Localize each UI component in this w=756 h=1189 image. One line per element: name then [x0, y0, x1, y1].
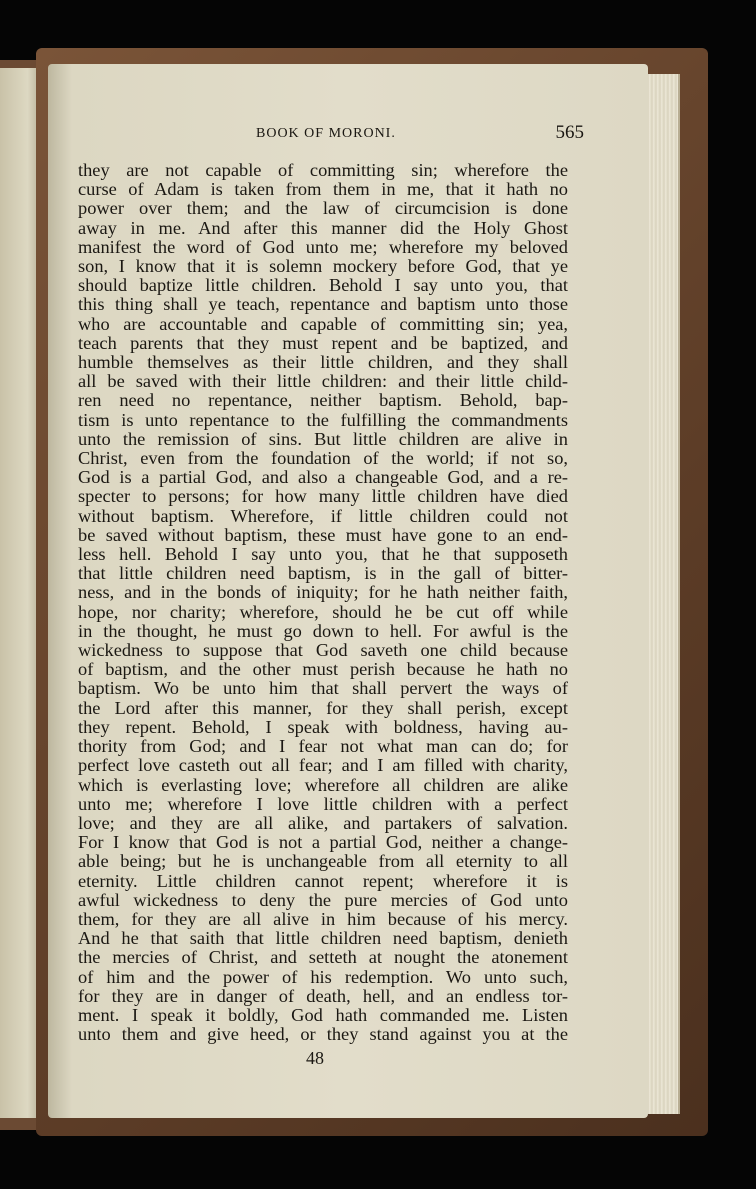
text-line: be saved without baptism, these must have gone to an end-: [78, 524, 568, 545]
text-line: of him and the power of his redemption. Wo unto such,: [78, 966, 568, 987]
text-line: should baptize little children. Behold I say unto you, that: [78, 275, 568, 296]
text-line: all be saved with their little children: and their little child-: [78, 371, 568, 392]
text-line: ment. I speak it boldly, God hath commanded me. Listen: [78, 1004, 568, 1025]
text-line: away in me. And after this manner did the Holy Ghost: [78, 217, 568, 238]
text-line: And he that saith that little children need baptism, denieth: [78, 928, 568, 949]
text-line: tism is unto repentance to the fulfilling the commandments: [78, 409, 568, 430]
text-line: in the thought, he must go down to hell. For awful is the: [78, 620, 568, 641]
text-line: the mercies of Christ, and setteth at nought the atonement: [78, 947, 568, 968]
text-line: thority from God; and I fear not what man can do; for: [78, 736, 568, 757]
signature-mark: 48: [306, 1048, 324, 1068]
page-header: [78, 122, 584, 146]
text-line: ness, and in the bonds of iniquity; for he hath neither faith,: [78, 582, 568, 603]
running-head: BOOK OF MORONI.: [256, 126, 396, 141]
page-number: 565: [555, 122, 584, 143]
text-line: who are accountable and capable of committing sin; yea,: [78, 313, 568, 334]
text-line: baptism. Wo be unto him that shall pervert the ways of: [78, 678, 568, 699]
text-line: manifest the word of God unto me; wherefore my beloved: [78, 236, 568, 257]
text-line: specter to persons; for how many little children have died: [78, 486, 568, 507]
text-line: for they are in danger of death, hell, and an endless tor-: [78, 985, 568, 1006]
body-text: [78, 161, 568, 1044]
text-line: able being; but he is unchangeable from all eternity to all: [78, 851, 568, 872]
text-line: humble themselves as their little children, and they shall: [78, 352, 568, 373]
text-line: perfect love casteth out all fear; and I am filled with charity,: [78, 755, 568, 776]
text-line: curse of Adam is taken from them in me, that it hath no: [78, 179, 568, 200]
text-line: they repent. Behold, I speak with boldness, having au-: [78, 716, 568, 737]
text-line: less hell. Behold I say unto you, that he that supposeth: [78, 544, 568, 565]
text-line: them, for they are all alive in him because of his mercy.: [78, 908, 568, 929]
text-line: God is a partial God, and also a changeable God, and a re-: [78, 467, 568, 488]
text-line: unto me; wherefore I love little children with a perfect: [78, 793, 568, 814]
text-line: teach parents that they must repent and be baptized, and: [78, 332, 568, 353]
text-line: hope, nor charity; wherefore, should he be cut off while: [78, 601, 568, 622]
text-line: awful wickedness to deny the pure mercies of God unto: [78, 889, 568, 910]
text-line: unto them and give heed, or they stand against you at the: [78, 1024, 568, 1045]
text-line: this thing shall ye teach, repentance and baptism unto those: [78, 294, 568, 315]
text-line: they are not capable of committing sin; wherefore the: [78, 160, 568, 180]
text-line: unto the remission of sins. But little children are alive in: [78, 428, 568, 449]
text-line: wickedness to suppose that God saveth one child because: [78, 640, 568, 661]
text-line: power over them; and the law of circumcision is done: [78, 198, 568, 219]
text-line: love; and they are all alike, and partakers of salvation.: [78, 812, 568, 833]
text-line: of baptism, and the other must perish because he hath no: [78, 659, 568, 680]
text-line: For I know that God is not a partial God, neither a change-: [78, 832, 568, 853]
text-line: the Lord after this manner, for they shall perish, except: [78, 697, 568, 718]
text-line: that little children need baptism, is in the gall of bitter-: [78, 563, 568, 584]
text-line: Christ, even from the foundation of the world; if not so,: [78, 448, 568, 469]
text-line: son, I know that it is solemn mockery before God, that ye: [78, 256, 568, 277]
text-line: which is everlasting love; wherefore all children are alike: [78, 774, 568, 795]
text-line: eternity. Little children cannot repent; wherefore it is: [78, 870, 568, 891]
text-line: without baptism. Wherefore, if little children could not: [78, 505, 568, 526]
text-line: ren need no repentance, neither baptism. Behold, bap-: [78, 390, 568, 411]
